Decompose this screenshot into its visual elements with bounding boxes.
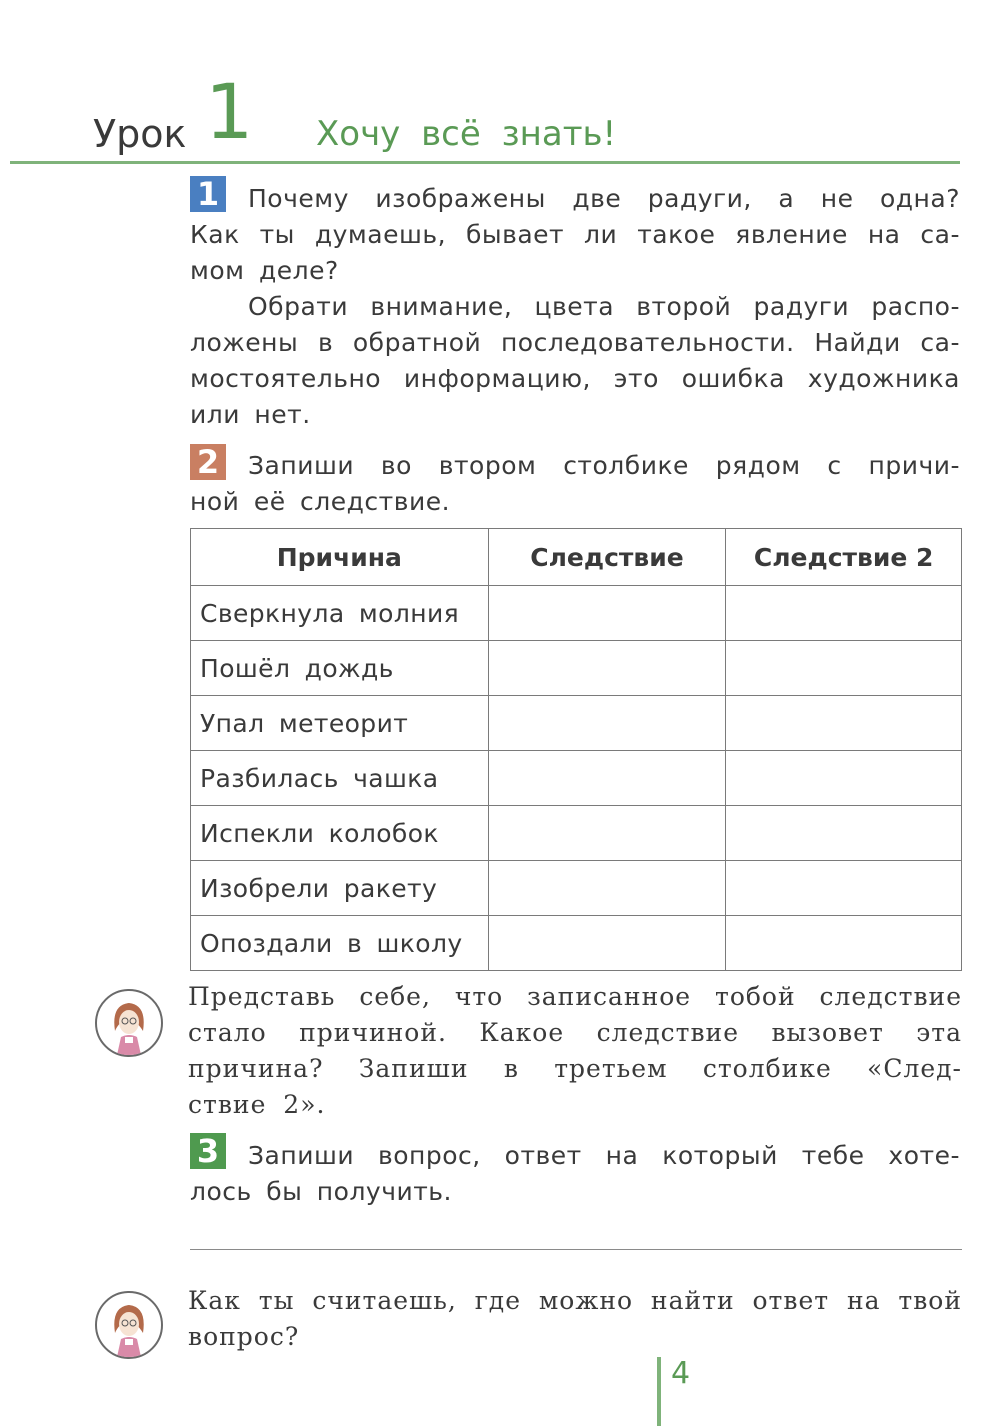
answer-line[interactable] [190, 1249, 962, 1250]
task-1-paragraph-2-line-1: Обрати внимание, цвета второй радуги распо- [248, 292, 960, 321]
task-2-line-2: ной её следствие. [190, 487, 451, 516]
cause-cell: Испекли колобок [191, 806, 489, 861]
effect-cell[interactable] [488, 586, 726, 641]
prompt-where-to-find: Как ты считаешь, где можно найти ответ на твой вопрос? [188, 1286, 962, 1351]
teacher-avatar-icon [95, 1291, 163, 1359]
task-3-line-1: Запиши вопрос, ответ на который тебе хоте- [248, 1141, 960, 1170]
task-2-badge: 2 [190, 444, 226, 480]
task-2-line-1: Запиши во втором столбике рядом с причи- [248, 451, 960, 480]
table-row [191, 641, 962, 696]
effect-2-cell[interactable] [726, 806, 962, 861]
cause-cell: Изобрели ракету [191, 861, 489, 916]
table-row [191, 916, 962, 971]
cause-effect-table [190, 528, 962, 971]
cause-cell: Сверкнула молния [191, 586, 489, 641]
task-1-line-3: мом деле? [190, 256, 339, 285]
task-1-line-1: Почему изображены две радуги, а не одна? [248, 184, 960, 213]
table-row [191, 861, 962, 916]
effect-2-cell[interactable] [726, 861, 962, 916]
cause-cell: Опоздали в школу [191, 916, 489, 971]
teacher-avatar-icon [95, 989, 163, 1057]
lesson-label: Урок [93, 112, 187, 156]
lesson-number: 1 [205, 67, 254, 156]
table-row [191, 806, 962, 861]
task-1-paragraph-2: ложены в обратной последовательности. Найди са- мостоятельно информацию, это ошибка художника или нет. [190, 328, 960, 429]
page-number: 4 [671, 1356, 691, 1391]
table-header-row [191, 529, 962, 586]
prompt-imagine: Представь себе, что записанное тобой следствие стало причиной. Какое следствие вызовет эта причина? Запиши в третьем столбике «След- ствие 2». [188, 982, 962, 1119]
table-row [191, 696, 962, 751]
effect-2-cell[interactable] [726, 751, 962, 806]
lesson-title: Хочу всё знать! [316, 114, 617, 154]
task-1-badge: 1 [190, 176, 226, 212]
effect-2-cell[interactable] [726, 641, 962, 696]
header-divider [10, 161, 960, 164]
cause-cell: Упал метеорит [191, 696, 489, 751]
header-effect: Следствие [488, 529, 726, 586]
table-row [191, 586, 962, 641]
effect-2-cell[interactable] [726, 696, 962, 751]
task-1-line-2: Как ты думаешь, бывает ли такое явление на са- [190, 220, 960, 249]
effect-cell[interactable] [488, 696, 726, 751]
table-row [191, 751, 962, 806]
header-cause: Причина [191, 529, 489, 586]
effect-cell[interactable] [488, 861, 726, 916]
page-number-rule [657, 1357, 661, 1426]
effect-2-cell[interactable] [726, 916, 962, 971]
header-effect-2: Следствие 2 [726, 529, 962, 586]
task-3-badge: 3 [190, 1133, 226, 1169]
cause-cell: Разбилась чашка [191, 751, 489, 806]
effect-2-cell[interactable] [726, 586, 962, 641]
effect-cell[interactable] [488, 916, 726, 971]
task-3-line-2: лось бы получить. [190, 1177, 452, 1206]
effect-cell[interactable] [488, 751, 726, 806]
effect-cell[interactable] [488, 806, 726, 861]
cause-cell: Пошёл дождь [191, 641, 489, 696]
effect-cell[interactable] [488, 641, 726, 696]
